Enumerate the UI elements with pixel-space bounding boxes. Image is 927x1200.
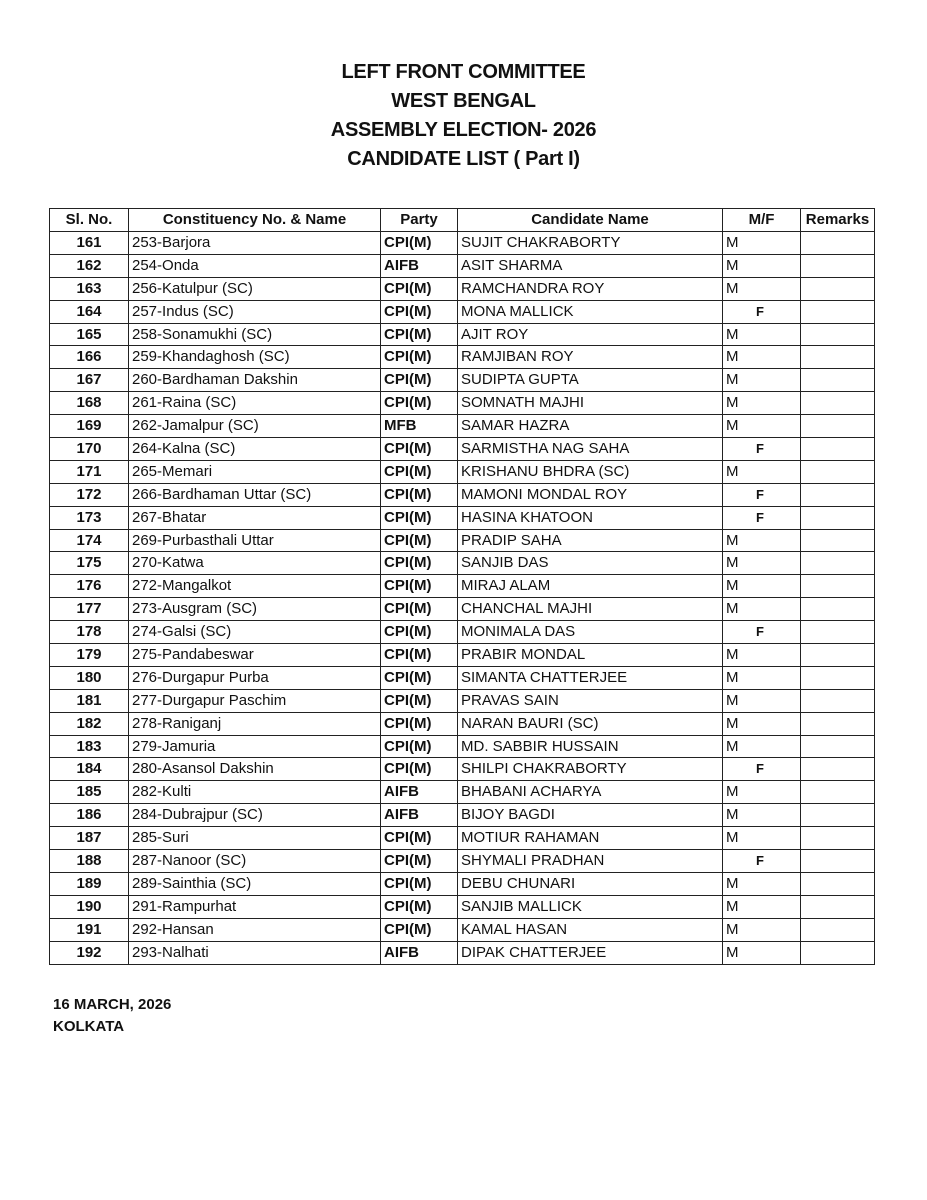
table-row xyxy=(50,232,875,255)
cell-sl-no: 179 xyxy=(50,644,129,667)
cell-party: CPI(M) xyxy=(381,666,458,689)
cell-gender: M xyxy=(723,666,801,689)
cell-constituency: 276-Durgapur Purba xyxy=(129,666,381,689)
release-date: 16 MARCH, 2026 xyxy=(53,996,172,1013)
cell-remarks xyxy=(801,438,875,461)
table-row xyxy=(50,735,875,758)
cell-party: CPI(M) xyxy=(381,621,458,644)
cell-candidate-name: RAMJIBAN ROY xyxy=(458,346,723,369)
table-row xyxy=(50,712,875,735)
cell-sl-no: 161 xyxy=(50,232,129,255)
cell-remarks xyxy=(801,575,875,598)
cell-constituency: 270-Katwa xyxy=(129,552,381,575)
table-row xyxy=(50,598,875,621)
table-row xyxy=(50,804,875,827)
cell-gender: F xyxy=(723,758,801,781)
cell-party: CPI(M) xyxy=(381,712,458,735)
cell-gender: F xyxy=(723,483,801,506)
cell-constituency: 291-Rampurhat xyxy=(129,895,381,918)
cell-constituency: 256-Katulpur (SC) xyxy=(129,277,381,300)
cell-constituency: 275-Pandabeswar xyxy=(129,644,381,667)
cell-sl-no: 170 xyxy=(50,438,129,461)
cell-gender: M xyxy=(723,232,801,255)
cell-remarks xyxy=(801,804,875,827)
cell-candidate-name: MONA MALLICK xyxy=(458,300,723,323)
cell-gender: M xyxy=(723,346,801,369)
cell-gender: M xyxy=(723,460,801,483)
cell-gender: M xyxy=(723,827,801,850)
cell-sl-no: 189 xyxy=(50,872,129,895)
cell-sl-no: 163 xyxy=(50,277,129,300)
cell-sl-no: 174 xyxy=(50,529,129,552)
cell-party: CPI(M) xyxy=(381,644,458,667)
cell-sl-no: 173 xyxy=(50,506,129,529)
cell-sl-no: 184 xyxy=(50,758,129,781)
table-row xyxy=(50,369,875,392)
table-row xyxy=(50,438,875,461)
cell-remarks xyxy=(801,277,875,300)
cell-constituency: 289-Sainthia (SC) xyxy=(129,872,381,895)
cell-candidate-name: HASINA KHATOON xyxy=(458,506,723,529)
cell-remarks xyxy=(801,666,875,689)
cell-candidate-name: SANJIB DAS xyxy=(458,552,723,575)
cell-party: CPI(M) xyxy=(381,598,458,621)
cell-candidate-name: MD. SABBIR HUSSAIN xyxy=(458,735,723,758)
cell-constituency: 274-Galsi (SC) xyxy=(129,621,381,644)
cell-candidate-name: SHYMALI PRADHAN xyxy=(458,850,723,873)
cell-candidate-name: ASIT SHARMA xyxy=(458,254,723,277)
cell-constituency: 277-Durgapur Paschim xyxy=(129,689,381,712)
title-line-committee: LEFT FRONT COMMITTEE xyxy=(341,61,586,83)
cell-sl-no: 182 xyxy=(50,712,129,735)
cell-constituency: 273-Ausgram (SC) xyxy=(129,598,381,621)
cell-remarks xyxy=(801,460,875,483)
cell-candidate-name: MIRAJ ALAM xyxy=(458,575,723,598)
cell-sl-no: 178 xyxy=(50,621,129,644)
cell-sl-no: 188 xyxy=(50,850,129,873)
cell-sl-no: 165 xyxy=(50,323,129,346)
cell-candidate-name: SANJIB MALLICK xyxy=(458,895,723,918)
table-row xyxy=(50,277,875,300)
cell-sl-no: 181 xyxy=(50,689,129,712)
cell-remarks xyxy=(801,323,875,346)
cell-gender: F xyxy=(723,621,801,644)
table-row xyxy=(50,254,875,277)
document-title xyxy=(0,58,927,174)
cell-constituency: 261-Raina (SC) xyxy=(129,392,381,415)
table-row xyxy=(50,666,875,689)
cell-candidate-name: PRADIP SAHA xyxy=(458,529,723,552)
column-header-constituency: Constituency No. & Name xyxy=(129,209,381,232)
table-row xyxy=(50,918,875,941)
cell-candidate-name: PRAVAS SAIN xyxy=(458,689,723,712)
cell-constituency: 254-Onda xyxy=(129,254,381,277)
cell-gender: M xyxy=(723,323,801,346)
cell-remarks xyxy=(801,346,875,369)
cell-sl-no: 180 xyxy=(50,666,129,689)
cell-party: CPI(M) xyxy=(381,575,458,598)
column-header-sl-no: Sl. No. xyxy=(50,209,129,232)
cell-sl-no: 177 xyxy=(50,598,129,621)
candidate-table xyxy=(49,208,875,965)
cell-constituency: 258-Sonamukhi (SC) xyxy=(129,323,381,346)
cell-gender: M xyxy=(723,735,801,758)
cell-gender: M xyxy=(723,644,801,667)
cell-party: CPI(M) xyxy=(381,300,458,323)
cell-party: CPI(M) xyxy=(381,460,458,483)
cell-party: CPI(M) xyxy=(381,392,458,415)
cell-remarks xyxy=(801,415,875,438)
cell-gender: F xyxy=(723,506,801,529)
cell-gender: F xyxy=(723,438,801,461)
cell-remarks xyxy=(801,895,875,918)
table-row xyxy=(50,300,875,323)
cell-gender: M xyxy=(723,872,801,895)
column-header-candidate-name: Candidate Name xyxy=(458,209,723,232)
cell-candidate-name: KAMAL HASAN xyxy=(458,918,723,941)
cell-remarks xyxy=(801,483,875,506)
cell-remarks xyxy=(801,781,875,804)
release-place: KOLKATA xyxy=(53,1018,125,1035)
table-row xyxy=(50,689,875,712)
cell-party: CPI(M) xyxy=(381,689,458,712)
cell-remarks xyxy=(801,369,875,392)
cell-gender: M xyxy=(723,254,801,277)
cell-constituency: 285-Suri xyxy=(129,827,381,850)
cell-constituency: 253-Barjora xyxy=(129,232,381,255)
cell-sl-no: 164 xyxy=(50,300,129,323)
cell-constituency: 282-Kulti xyxy=(129,781,381,804)
cell-constituency: 259-Khandaghosh (SC) xyxy=(129,346,381,369)
cell-gender: M xyxy=(723,415,801,438)
cell-remarks xyxy=(801,872,875,895)
table-body xyxy=(50,232,875,965)
cell-candidate-name: SUJIT CHAKRABORTY xyxy=(458,232,723,255)
cell-party: CPI(M) xyxy=(381,918,458,941)
cell-party: CPI(M) xyxy=(381,827,458,850)
column-header-gender: M/F xyxy=(723,209,801,232)
cell-remarks xyxy=(801,758,875,781)
cell-candidate-name: AJIT ROY xyxy=(458,323,723,346)
cell-constituency: 262-Jamalpur (SC) xyxy=(129,415,381,438)
cell-remarks xyxy=(801,552,875,575)
cell-sl-no: 185 xyxy=(50,781,129,804)
cell-constituency: 292-Hansan xyxy=(129,918,381,941)
cell-sl-no: 171 xyxy=(50,460,129,483)
table-row xyxy=(50,506,875,529)
title-line-state: WEST BENGAL xyxy=(391,90,536,112)
cell-gender: M xyxy=(723,941,801,964)
cell-remarks xyxy=(801,850,875,873)
table-row xyxy=(50,346,875,369)
cell-gender: M xyxy=(723,895,801,918)
cell-sl-no: 169 xyxy=(50,415,129,438)
cell-constituency: 284-Dubrajpur (SC) xyxy=(129,804,381,827)
column-header-party: Party xyxy=(381,209,458,232)
table-row xyxy=(50,781,875,804)
cell-gender: M xyxy=(723,369,801,392)
table-row xyxy=(50,483,875,506)
cell-remarks xyxy=(801,506,875,529)
table-row xyxy=(50,323,875,346)
cell-candidate-name: SIMANTA CHATTERJEE xyxy=(458,666,723,689)
cell-candidate-name: MONIMALA DAS xyxy=(458,621,723,644)
cell-gender: M xyxy=(723,918,801,941)
column-header-remarks: Remarks xyxy=(801,209,875,232)
cell-party: CPI(M) xyxy=(381,323,458,346)
table-row xyxy=(50,941,875,964)
cell-remarks xyxy=(801,827,875,850)
table-row xyxy=(50,758,875,781)
cell-gender: M xyxy=(723,575,801,598)
table-row xyxy=(50,872,875,895)
cell-sl-no: 183 xyxy=(50,735,129,758)
cell-gender: M xyxy=(723,598,801,621)
cell-remarks xyxy=(801,254,875,277)
cell-party: AIFB xyxy=(381,804,458,827)
cell-remarks xyxy=(801,735,875,758)
cell-remarks xyxy=(801,918,875,941)
cell-party: CPI(M) xyxy=(381,895,458,918)
cell-constituency: 280-Asansol Dakshin xyxy=(129,758,381,781)
cell-constituency: 278-Raniganj xyxy=(129,712,381,735)
cell-remarks xyxy=(801,941,875,964)
cell-remarks xyxy=(801,392,875,415)
cell-candidate-name: SOMNATH MAJHI xyxy=(458,392,723,415)
cell-gender: F xyxy=(723,300,801,323)
cell-gender: M xyxy=(723,712,801,735)
cell-candidate-name: CHANCHAL MAJHI xyxy=(458,598,723,621)
cell-remarks xyxy=(801,598,875,621)
title-line-election: ASSEMBLY ELECTION- 2026 xyxy=(330,119,597,141)
table-row xyxy=(50,392,875,415)
cell-constituency: 293-Nalhati xyxy=(129,941,381,964)
cell-party: CPI(M) xyxy=(381,735,458,758)
cell-sl-no: 186 xyxy=(50,804,129,827)
footer xyxy=(53,994,171,1038)
cell-party: CPI(M) xyxy=(381,506,458,529)
table-row xyxy=(50,850,875,873)
cell-party: CPI(M) xyxy=(381,850,458,873)
cell-party: CPI(M) xyxy=(381,758,458,781)
cell-constituency: 287-Nanoor (SC) xyxy=(129,850,381,873)
cell-candidate-name: DIPAK CHATTERJEE xyxy=(458,941,723,964)
cell-sl-no: 167 xyxy=(50,369,129,392)
cell-candidate-name: BHABANI ACHARYA xyxy=(458,781,723,804)
cell-sl-no: 190 xyxy=(50,895,129,918)
table-row xyxy=(50,575,875,598)
cell-sl-no: 187 xyxy=(50,827,129,850)
cell-constituency: 266-Bardhaman Uttar (SC) xyxy=(129,483,381,506)
table-row xyxy=(50,552,875,575)
cell-gender: M xyxy=(723,552,801,575)
cell-party: CPI(M) xyxy=(381,872,458,895)
cell-sl-no: 168 xyxy=(50,392,129,415)
cell-constituency: 267-Bhatar xyxy=(129,506,381,529)
cell-candidate-name: SAMAR HAZRA xyxy=(458,415,723,438)
cell-constituency: 265-Memari xyxy=(129,460,381,483)
cell-candidate-name: NARAN BAURI (SC) xyxy=(458,712,723,735)
cell-party: CPI(M) xyxy=(381,529,458,552)
cell-sl-no: 176 xyxy=(50,575,129,598)
cell-gender: M xyxy=(723,277,801,300)
cell-sl-no: 166 xyxy=(50,346,129,369)
cell-party: CPI(M) xyxy=(381,552,458,575)
cell-party: CPI(M) xyxy=(381,346,458,369)
cell-party: AIFB xyxy=(381,254,458,277)
table-row xyxy=(50,415,875,438)
cell-candidate-name: SHILPI CHAKRABORTY xyxy=(458,758,723,781)
cell-constituency: 264-Kalna (SC) xyxy=(129,438,381,461)
cell-sl-no: 191 xyxy=(50,918,129,941)
cell-sl-no: 175 xyxy=(50,552,129,575)
cell-remarks xyxy=(801,232,875,255)
cell-party: CPI(M) xyxy=(381,369,458,392)
cell-party: CPI(M) xyxy=(381,483,458,506)
title-line-list: CANDIDATE LIST ( Part I) xyxy=(347,148,580,170)
cell-remarks xyxy=(801,300,875,323)
cell-sl-no: 192 xyxy=(50,941,129,964)
table-row xyxy=(50,827,875,850)
table-row xyxy=(50,644,875,667)
cell-candidate-name: BIJOY BAGDI xyxy=(458,804,723,827)
cell-remarks xyxy=(801,529,875,552)
cell-remarks xyxy=(801,712,875,735)
cell-remarks xyxy=(801,621,875,644)
cell-sl-no: 172 xyxy=(50,483,129,506)
cell-candidate-name: DEBU CHUNARI xyxy=(458,872,723,895)
cell-party: CPI(M) xyxy=(381,438,458,461)
cell-party: CPI(M) xyxy=(381,277,458,300)
table-header-row xyxy=(50,209,875,232)
cell-remarks xyxy=(801,689,875,712)
cell-gender: F xyxy=(723,850,801,873)
cell-constituency: 257-Indus (SC) xyxy=(129,300,381,323)
cell-candidate-name: KRISHANU BHDRA (SC) xyxy=(458,460,723,483)
cell-candidate-name: PRABIR MONDAL xyxy=(458,644,723,667)
cell-constituency: 279-Jamuria xyxy=(129,735,381,758)
cell-party: AIFB xyxy=(381,781,458,804)
table-row xyxy=(50,460,875,483)
cell-party: AIFB xyxy=(381,941,458,964)
cell-sl-no: 162 xyxy=(50,254,129,277)
cell-remarks xyxy=(801,644,875,667)
table-row xyxy=(50,621,875,644)
cell-gender: M xyxy=(723,689,801,712)
cell-constituency: 269-Purbasthali Uttar xyxy=(129,529,381,552)
cell-constituency: 260-Bardhaman Dakshin xyxy=(129,369,381,392)
cell-candidate-name: MAMONI MONDAL ROY xyxy=(458,483,723,506)
cell-gender: M xyxy=(723,804,801,827)
cell-candidate-name: MOTIUR RAHAMAN xyxy=(458,827,723,850)
cell-candidate-name: SARMISTHA NAG SAHA xyxy=(458,438,723,461)
table-row xyxy=(50,895,875,918)
cell-candidate-name: RAMCHANDRA ROY xyxy=(458,277,723,300)
cell-party: MFB xyxy=(381,415,458,438)
table-row xyxy=(50,529,875,552)
cell-gender: M xyxy=(723,781,801,804)
cell-constituency: 272-Mangalkot xyxy=(129,575,381,598)
cell-gender: M xyxy=(723,529,801,552)
cell-party: CPI(M) xyxy=(381,232,458,255)
cell-gender: M xyxy=(723,392,801,415)
cell-candidate-name: SUDIPTA GUPTA xyxy=(458,369,723,392)
